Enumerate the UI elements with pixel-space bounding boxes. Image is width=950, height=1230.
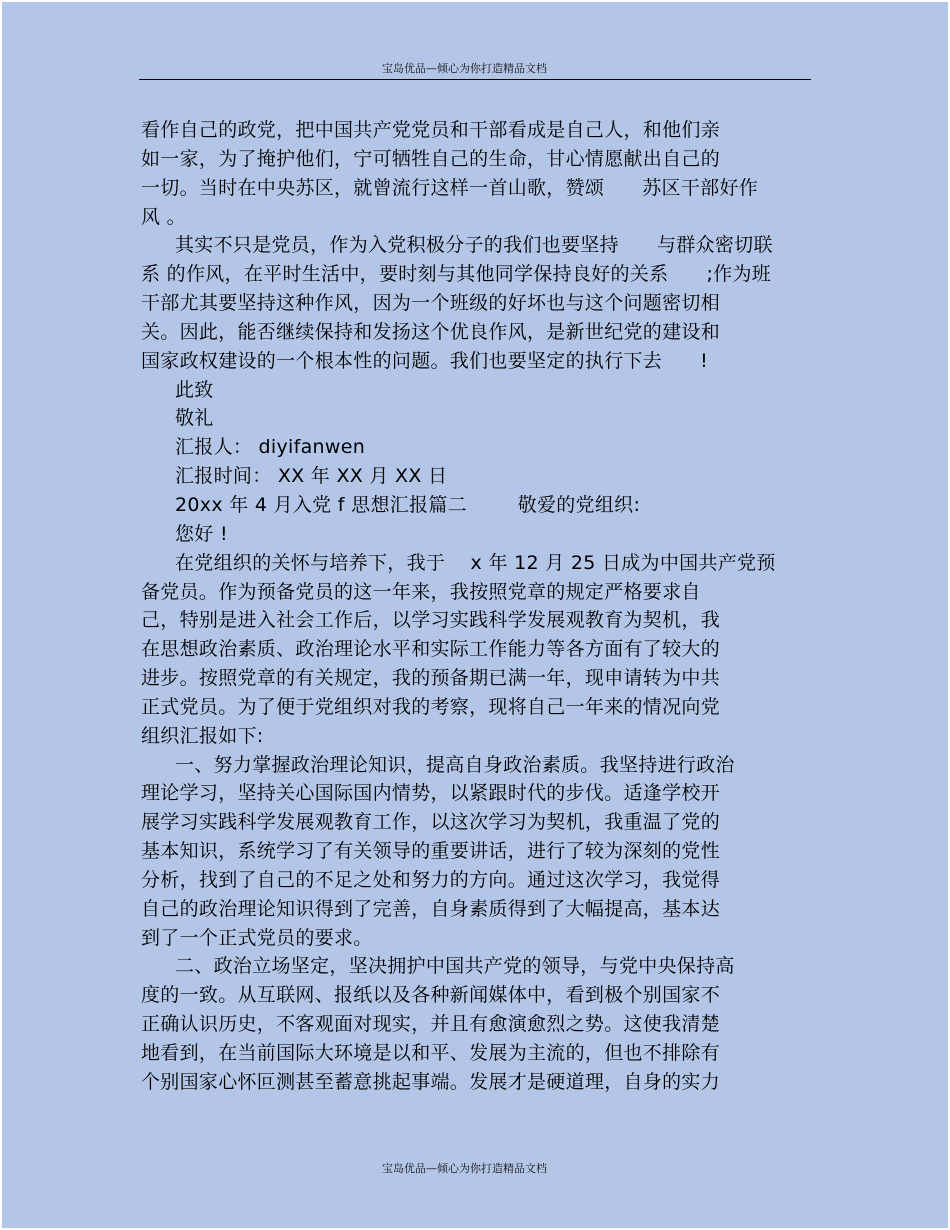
section-heading-line: 20xx 年 4 月入党 f 思想汇报篇二 敬爱的党组织: (175, 493, 641, 516)
paragraph-start-line: 一、努力掌握政治理论知识，提高自身政治素质。我坚持进行政治 (175, 753, 735, 776)
text-line: 己，特别是进入社会工作后，以学习实践科学发展观教育为契机，我 (141, 609, 721, 632)
text-line: 干部尤其要坚持这种作风，因为一个班级的好坏也与这个问题密切相 (141, 292, 721, 315)
text-line: 理论学习，坚持关心国际国内情势，以紧跟时代的步伐。适逢学校开 (141, 782, 721, 805)
text-line: 如一家，为了掩护他们，宁可牺牲自己的生命，甘心情愿献出自己的 (141, 147, 721, 170)
text-line: 风 。 (141, 205, 186, 228)
paragraph-start-line: 在党组织的关怀与培养下，我于 x 年 12 月 25 日成为中国共产党预 (175, 551, 776, 574)
text-line: 地看到，在当前国际大环境是以和平、发展为主流的，但也不排除有 (141, 1042, 721, 1064)
text-line: 关。因此，能否继续保持和发扬这个优良作风，是新世纪党的建设和 (141, 320, 721, 343)
text-line: 在思想政治素质、政治理论水平和实际工作能力等各方面有了较大的 (141, 638, 721, 661)
paragraph-start-line: 其实不只是党员，作为入党积极分子的我们也要坚持 与群众密切联 (175, 234, 773, 257)
text-line: 系 的作风，在平时生活中，要时刻与其他同学保持良好的关系 ;作为班 (141, 263, 772, 286)
text-line: 自己的政治理论知识得到了完善，自身素质得到了大幅提高，基本达 (141, 897, 721, 920)
text-line: 正式党员。为了便于党组织对我的考察，现将自己一年来的情况向党 (141, 695, 721, 718)
text-line: 国家政权建设的一个根本性的问题。我们也要坚定的执行下去 ! (141, 349, 709, 372)
text-line: 进步。按照党章的有关规定，我的预备期已满一年，现申请转为中共 (141, 667, 721, 690)
text-line: 度的一致。从互联网、报纸以及各种新闻媒体中，看到极个别国家不 (141, 984, 721, 1007)
paragraph-start-line: 二、政治立场坚定，坚决拥护中国共产党的领导，与党中央保持高 (175, 955, 735, 978)
closing-line: 此致 (175, 378, 214, 401)
text-line: 正确认识历史，不客观面对现实，并且有愈演愈烈之势。这使我清楚 (141, 1013, 721, 1036)
text-line: 基本知识，系统学习了有关领导的重要讲话，进行了较为深刻的党性 (141, 840, 721, 863)
greeting-line: 您好 ! (175, 522, 228, 545)
document-body (141, 116, 821, 1097)
running-header: 宝岛优品—倾心为你打造精品文档 (382, 62, 547, 75)
reporter-line: 汇报人： diyifanwen (175, 436, 366, 459)
salutation-line: 敬礼 (175, 407, 214, 430)
running-footer: 宝岛优品—倾心为你打造精品文档 (382, 1162, 547, 1175)
text-line: 个别国家心怀叵测甚至蓄意挑起事端。发展才是硬道理，自身的实力 (141, 1070, 721, 1093)
report-date-line: 汇报时间： XX 年 XX 月 XX 日 (175, 465, 448, 488)
text-line: 备党员。作为预备党员的这一年来，我按照党章的规定严格要求自 (141, 580, 701, 603)
text-line: 到了一个正式党员的要求。 (141, 926, 373, 949)
text-line: 看作自己的政党，把中国共产党党员和干部看成是自己人，和他们亲 (141, 119, 721, 141)
header-divider (139, 79, 811, 80)
text-line: 组织汇报如下: (141, 724, 264, 747)
document-page (2, 2, 948, 1228)
text-line: 展学习实践科学发展观教育工作，以这次学习为契机，我重温了党的 (141, 811, 721, 834)
text-line: 一切。当时在中央苏区，就曾流行这样一首山歌，赞颂 苏区干部好作 (141, 176, 759, 199)
text-line: 分析，找到了自己的不足之处和努力的方向。通过这次学习，我觉得 (141, 868, 721, 891)
